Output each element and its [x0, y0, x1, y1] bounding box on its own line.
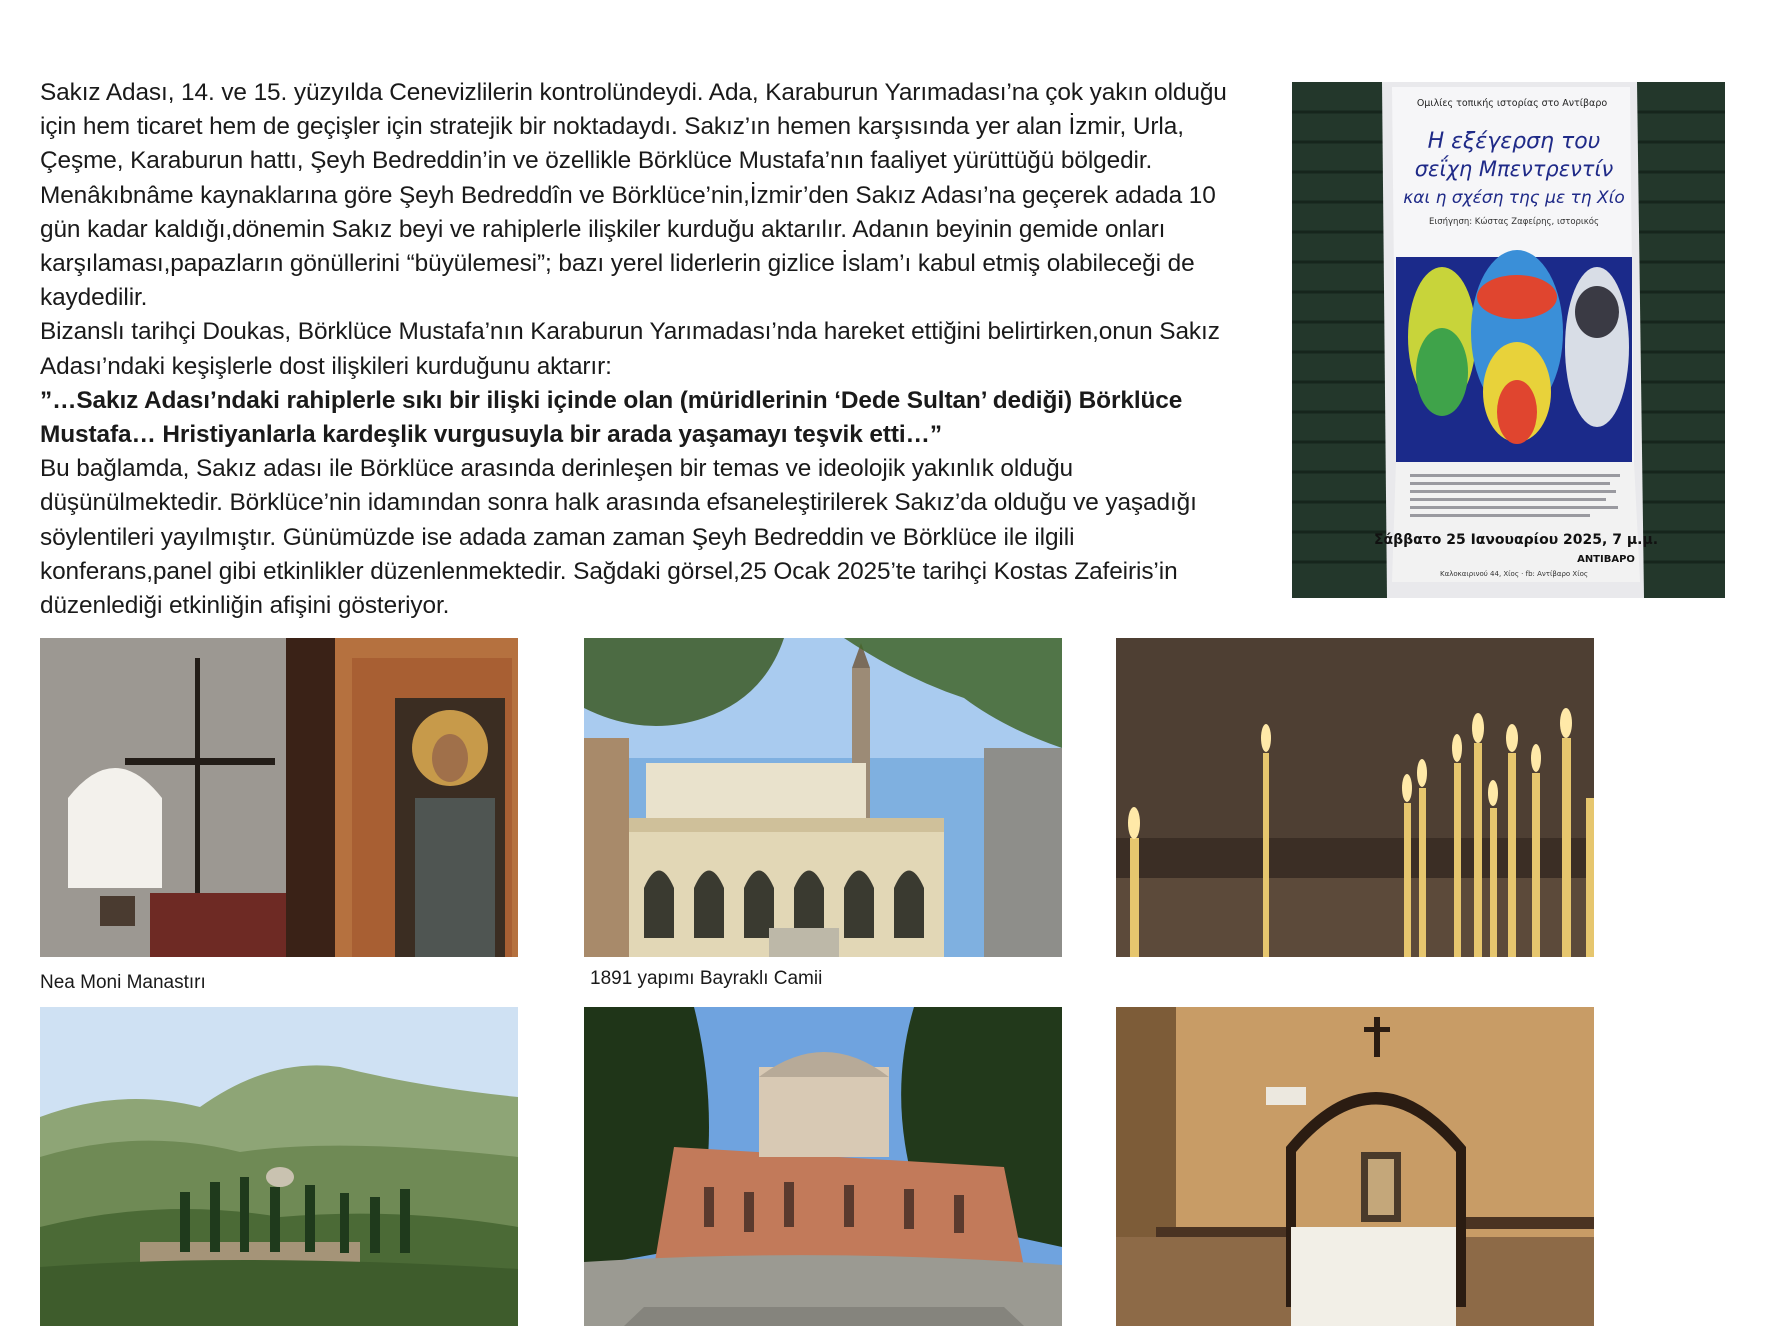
bayrakli-mosque-photo	[584, 638, 1062, 957]
event-poster-photo	[1292, 82, 1725, 598]
nea-moni-interior-photo	[40, 638, 518, 957]
nea-moni-interior-image	[40, 638, 518, 957]
poster-speaker: Εισήγηση: Κώστας Ζαφείρης, ιστορικός	[1429, 217, 1599, 227]
poster-header: Ομιλίες τοπικής ιστορίας στο Αντίβαρο	[1416, 98, 1608, 109]
article-paragraph-3: Bu bağlamda, Sakız adası ile Börklüce arasında derinleşen bir temas ve ideolojik yakınlık olduğu düşünülmektedir. Börklüce’nin idamından sonra halk arasında efsaneleştirilerek Sakız’da olduğu ve yaşadığı söylentileri yayılmıştır. Günümüzde ise adada zaman zaman Şeyh Bedreddin ve Börklüce ile ilgili konferans,panel gibi etkinlikler düzenlenmektedir. Sağdaki görsel,25 Ocak 2025’te tarihçi Kostas Zafeiris’in düzenlediği etkinliğin afişini gösteriyor.	[40, 455, 1197, 620]
bayrakli-mosque-image	[584, 638, 1062, 957]
poster-logo: ΑΝΤΙΒΑΡΟ	[1577, 554, 1635, 565]
nea-moni-landscape-image	[40, 1007, 518, 1326]
caption-nea-moni: Nea Moni Manastırı	[40, 972, 206, 993]
nea-moni-church-image	[584, 1007, 1062, 1326]
nea-moni-landscape-photo	[40, 1007, 518, 1326]
nea-moni-shrine-photo	[1116, 1007, 1594, 1326]
article-paragraph-1: Sakız Adası, 14. ve 15. yüzyılda Cenevizlilerin kontrolündeydi. Ada, Karaburun Yarımadası’na çok yakın olduğu için hem ticaret hem de geçişler için stratejik bir noktadaydı. Sakız’ın hemen karşısında yer alan İzmir, Urla, Çeşme, Karaburun hattı, Şeyh Bedreddin’in ve özellikle Börklüce Mustafa’nın faaliyet yürüttüğü bölgedir. Menâkıbnâme kaynaklarına göre Şeyh Bedreddîn ve Börklüce’nin,İzmir’den Sakız Adası’na geçerek adada 10 gün kadar kaldığı,dönemin Sakız beyi ve rahiplerle ilişkiler kurduğu aktarılır. Adanın beyinin gemide onları karşılaması,papazların gönüllerini “büyülemesi”; bazı yerel liderlerin gizlice İslam’ı kabul etmiş olabileceği de kaydedilir.	[40, 79, 1227, 312]
article-quote: ”…Sakız Adası’ndaki rahiplerle sıkı bir ilişki içinde olan (müridlerinin ‘Dede Sultan’ dediği) Börklüce Mustafa… Hristiyanlarla kardeşlik vurgusuyla bir arada yaşamayı teşvik etti…”	[40, 386, 1183, 449]
nea-moni-church-photo	[584, 1007, 1062, 1326]
candles-photo	[1116, 638, 1594, 957]
candles-image	[1116, 638, 1594, 957]
article-paragraph-2: Bizanslı tarihçi Doukas, Börklüce Mustafa’nın Karaburun Yarımadası’nda hareket ettiğini belirtirken,onun Sakız Adası’ndaki keşişlerle dost ilişkileri kurduğunu aktarır:	[40, 318, 1220, 380]
poster-title-line-1: Η εξέγερση του	[1427, 129, 1601, 154]
nea-moni-shrine-image	[1116, 1007, 1594, 1326]
poster-title-line-2: σεΐχη Μπεντρεντίν	[1414, 157, 1614, 181]
caption-bayrakli-mosque: 1891 yapımı Bayraklı Camii	[590, 968, 823, 989]
article-body	[40, 76, 1250, 623]
poster-image	[1292, 82, 1725, 598]
poster-date: Σάββατο 25 Ιανουαρίου 2025, 7 μ.μ.	[1373, 532, 1659, 548]
poster-title-line-3: και η σχέση της με τη Χίο	[1403, 188, 1625, 208]
poster-address: Καλοκαιρινού 44, Χίος · fb: Αντίβαρο Χίος	[1440, 570, 1588, 578]
